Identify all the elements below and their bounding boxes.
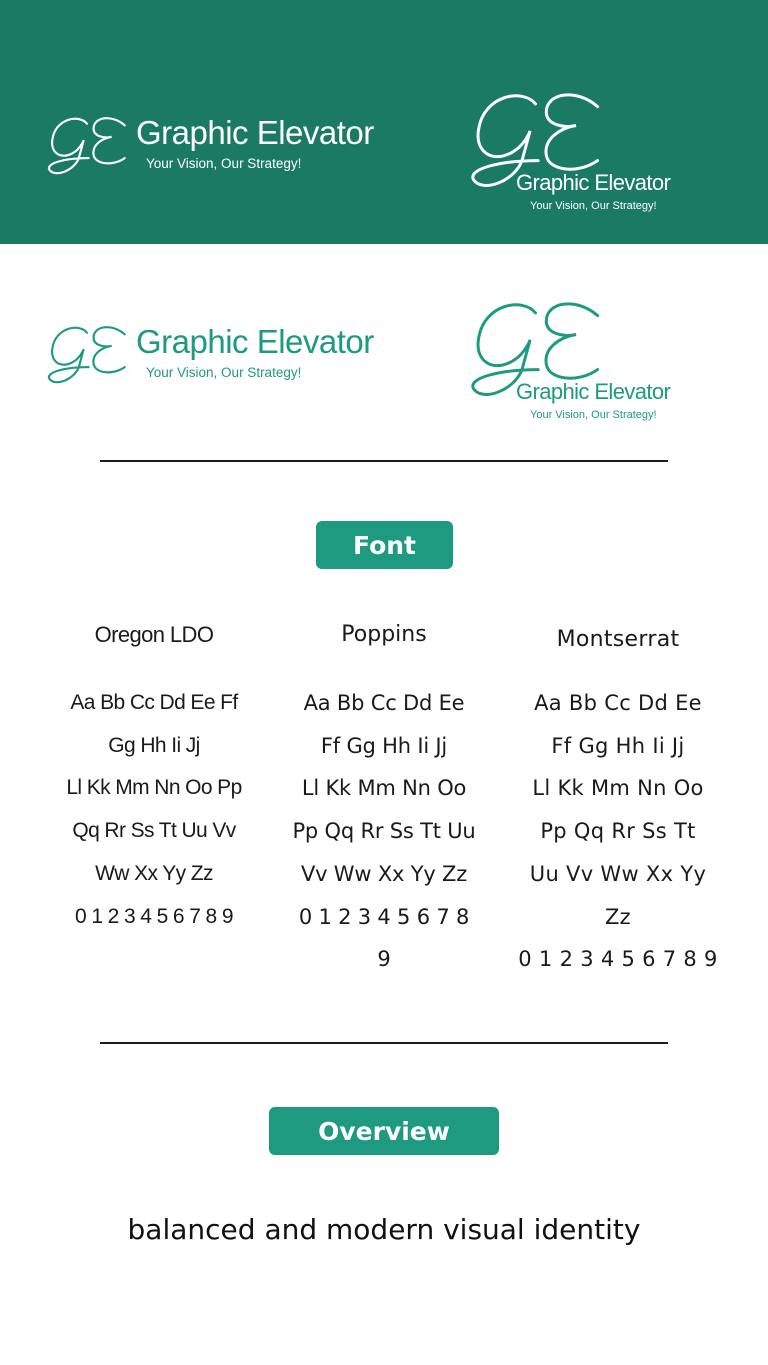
overview-section-label: Overview — [269, 1107, 499, 1155]
brand-name: Graphic Elevator — [136, 323, 374, 360]
section-divider — [100, 460, 668, 462]
logo-horizontal-on-white — [46, 321, 386, 391]
ge-monogram-icon — [46, 321, 128, 387]
logo-stacked-on-white — [468, 293, 683, 428]
font-sample-line: 0 1 2 3 4 5 6 7 8 9 — [518, 947, 718, 972]
font-specimen-poppins — [276, 622, 492, 981]
font-sample-line: Ll Kk Mm Nn Oo Pp — [66, 776, 242, 800]
font-section-label: Font — [316, 521, 453, 569]
brand-tagline: Your Vision, Our Strategy! — [146, 156, 302, 171]
font-sample-line: Vv Ww Xx Yy Zz — [300, 861, 468, 886]
font-specimen-montserrat — [506, 627, 730, 981]
font-sample-line: Pp Qq Rr Ss Tt — [540, 819, 696, 844]
font-sample-line: Ll Kk Mm Nn Oo — [532, 776, 704, 801]
font-sample-line: Qq Rr Ss Tt Uu Vv — [72, 819, 236, 843]
font-sample-line: Uu Vv Ww Xx Yy — [529, 861, 707, 886]
ge-monogram-icon — [46, 112, 128, 178]
font-sample-line: Pp Qq Rr Ss Tt Uu — [292, 819, 476, 844]
font-sample-line: 9 — [377, 947, 391, 972]
font-sample-line: Zz — [604, 904, 631, 929]
brand-tagline: Your Vision, Our Strategy! — [530, 409, 657, 421]
font-sample-line: Aa Bb Cc Dd Ee — [534, 691, 702, 715]
font-sample-line: Aa Bb Cc Dd Ee Ff — [70, 691, 238, 714]
section-divider — [100, 1042, 668, 1044]
font-sample-line: Ff Gg Hh Ii Jj — [320, 733, 448, 758]
logo-horizontal-on-green — [46, 112, 386, 182]
font-sample-line: Gg Hh Ii Jj — [108, 733, 200, 757]
brand-tagline: Your Vision, Our Strategy! — [530, 200, 657, 212]
brand-tagline: Your Vision, Our Strategy! — [146, 365, 302, 380]
font-sample-line: 0 1 2 3 4 5 6 7 8 9 — [75, 904, 233, 928]
logo-stacked-on-green — [468, 84, 683, 219]
font-sample-line: 0 1 2 3 4 5 6 7 8 — [298, 904, 470, 929]
font-name: Montserrat — [556, 627, 680, 652]
brand-name: Graphic Elevator — [516, 170, 671, 195]
overview-description: balanced and modern visual identity — [127, 1213, 641, 1246]
font-name: Poppins — [341, 622, 427, 647]
font-sample-line: Ww Xx Yy Zz — [95, 861, 213, 885]
font-specimen-oregon-ldo — [42, 622, 266, 938]
brand-name: Graphic Elevator — [136, 114, 374, 151]
brand-name: Graphic Elevator — [516, 379, 671, 404]
font-sample-line: Ll Kk Mm Nn Oo — [301, 776, 467, 801]
font-name: Oregon LDO — [94, 622, 214, 647]
font-sample-line: Aa Bb Cc Dd Ee — [303, 691, 465, 715]
font-sample-line: Ff Gg Hh Ii Jj — [551, 733, 685, 758]
